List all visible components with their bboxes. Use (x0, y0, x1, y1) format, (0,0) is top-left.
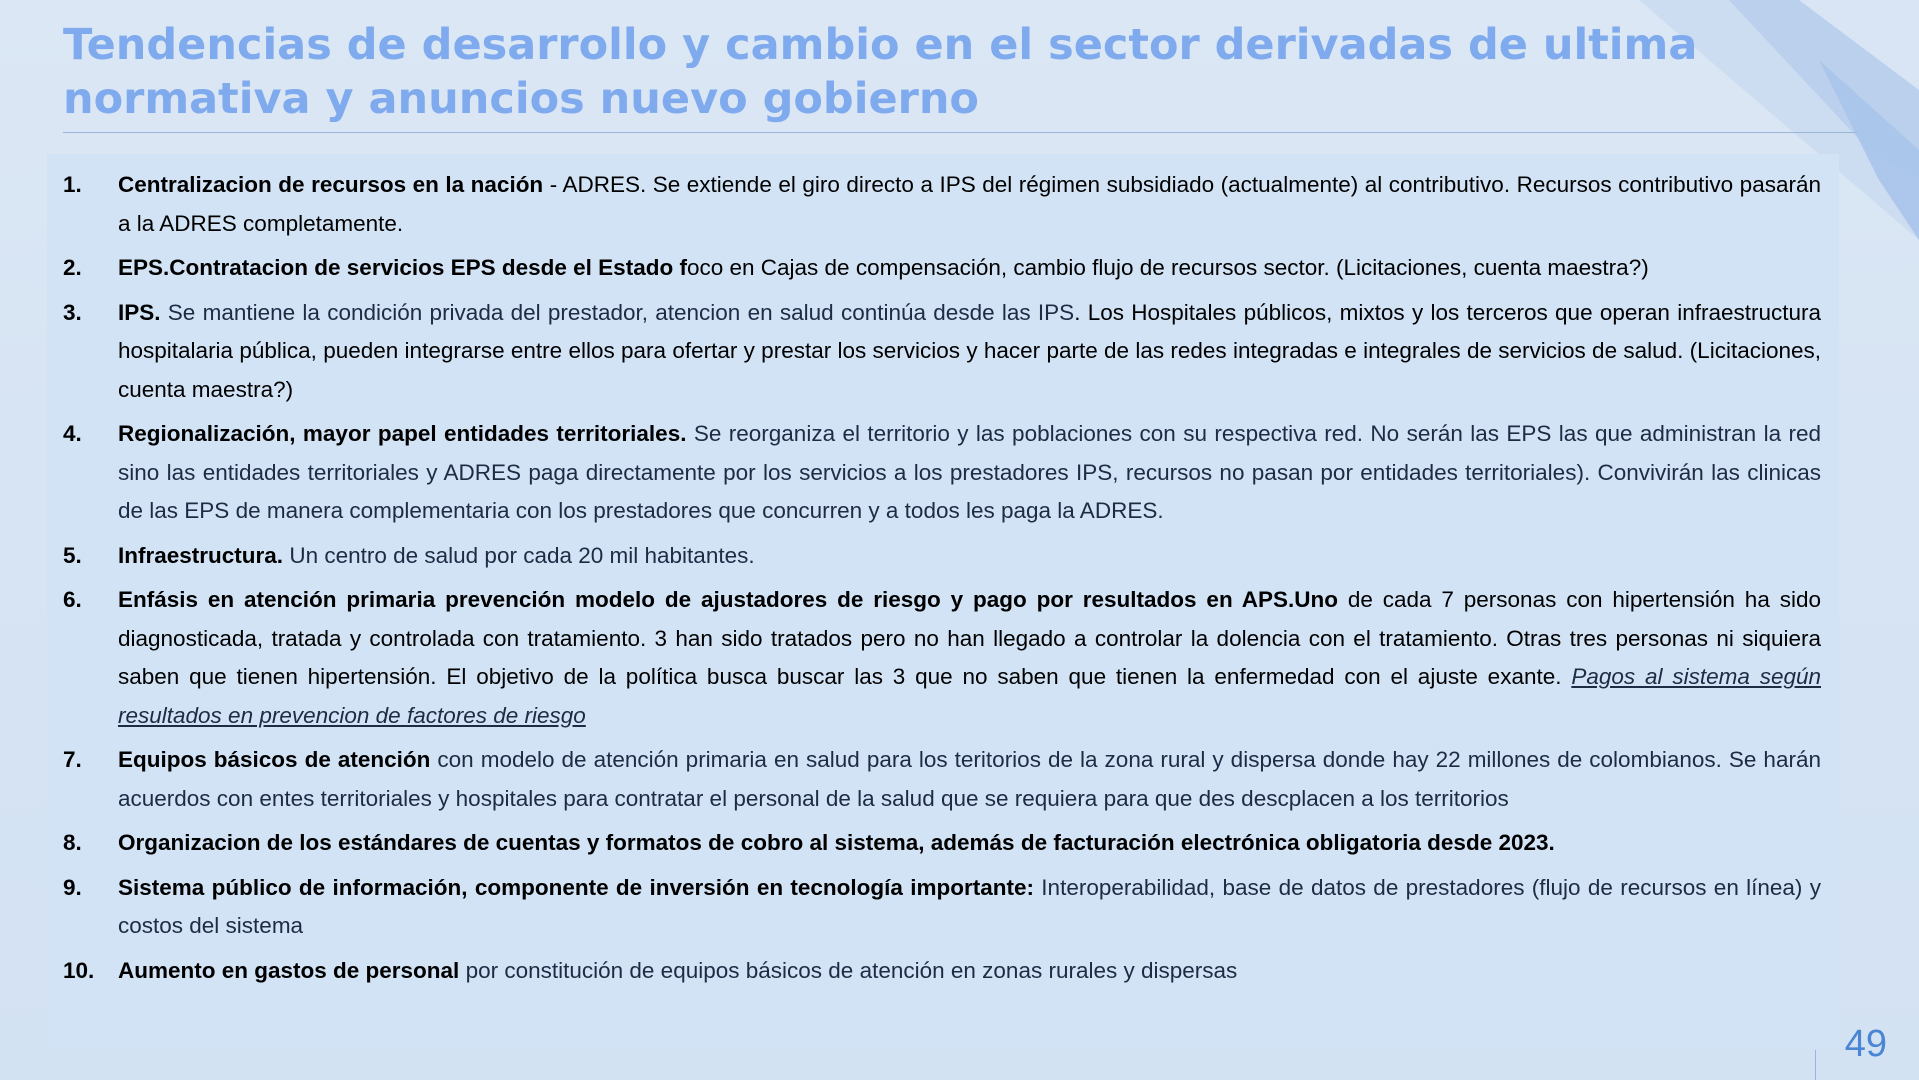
list-item (63, 249, 1821, 288)
item-heading: Equipos básicos de atención (118, 747, 431, 772)
item-number: 2. (63, 255, 82, 280)
slide-title: Tendencias de desarrollo y cambio en el sector derivadas de ultima normativa y anuncios nuevo gobierno (63, 20, 1698, 124)
item-text: por constitución de equipos básicos de atención en zonas rurales y dispersas (459, 957, 1238, 983)
list-item (63, 581, 1821, 735)
item-number: 7. (63, 747, 82, 772)
list-item (63, 741, 1821, 818)
item-number: 4. (63, 421, 82, 446)
item-number: 8. (63, 830, 82, 855)
item-text: de cada 7 personas con hipertensión ha sido diagnosticada, tratada y controlada con tratamiento. 3 han sido tratados pero no han llegado a controlar la dolencia con el tratamiento. Otras tres personas ni siquiera saben que tienen hipertensión. El objetivo de la política busca buscar las 3 que no saben que tienen la enfermedad con el ajuste exante. (118, 587, 1821, 689)
item-number: 9. (63, 874, 82, 900)
item-link[interactable]: Pagos al sistema según resultados en prevencion de factores de riesgo (118, 664, 1821, 728)
item-text: con modelo de atención primaria en salud para los teritorios de la zona rural y dispersa donde hay 22 millones de colombianos. Se harán acuerdos con entes territoriales y hospitales para contratar el personal de la salud que se requiera para que des descplacen a los territorios (118, 747, 1821, 811)
item-heading: Infraestructura. (118, 542, 284, 568)
list-item (63, 537, 1821, 576)
title-divider (63, 132, 1857, 133)
list-item (63, 166, 1821, 243)
page-number: 49 (1844, 1023, 1887, 1065)
list-item (63, 869, 1821, 946)
item-text: oco en Cajas de compensación, cambio flujo de recursos sector. (Licitaciones, cuenta maestra?) (686, 255, 1649, 280)
item-number: 1. (63, 172, 82, 197)
item-text: Se reorganiza el territorio y las poblaciones con su respectiva red. No serán las EPS las que administran la red sino las entidades territoriales y ADRES paga directamente por los servicios a los prestadores IPS, recursos no pasan por entidades territoriales). Convivirán las clinicas de las EPS de manera complementaria con los prestadores que concurren y a todos les paga la ADRES. (118, 421, 1821, 523)
list-item (63, 415, 1821, 531)
item-heading: IPS. (118, 299, 161, 325)
item-number: 6. (63, 587, 82, 612)
item-heading: Aumento en gastos de personal (118, 957, 460, 983)
item-heading: EPS.Contratacion de servicios EPS desde el Estado f (118, 255, 687, 280)
item-heading: Enfásis en atención primaria prevención modelo de ajustadores de riesgo y pago por resultados en APS.Uno (118, 587, 1338, 612)
item-heading: Organizacion de los estándares de cuentas y formatos de cobro al sistema, además de facturación electrónica obligatoria desde 2023. (118, 830, 1555, 855)
item-text: - ADRES. Se extiende el giro directo a IPS del régimen subsidiado (actualmente) al contributivo. Recursos contributivo pasarán a la ADRES completamente. (118, 172, 1821, 236)
item-heading: Centralizacion de recursos en la nación (118, 172, 544, 197)
trends-list (63, 166, 1821, 996)
item-text: Un centro de salud por cada 20 mil habitantes. (283, 542, 755, 568)
list-item (63, 824, 1821, 863)
item-text-continued: . Los Hospitales públicos, mixtos y los terceros que operan infraestructura hospitalaria pública, pueden integrarse entre ellos para ofertar y prestar los servicios y hacer parte de las redes integradas e integrales de servicios de salud. (Licitaciones, cuenta maestra?) (118, 299, 1822, 402)
item-text: Se mantiene la condición privada del prestador, atencion en salud continúa desde las IPS (160, 299, 1075, 325)
list-item (63, 294, 1821, 410)
page-number-divider (1815, 1050, 1816, 1080)
list-item (63, 952, 1821, 991)
item-text: Interoperabilidad, base de datos de prestadores (flujo de recursos en línea) y costos del sistema (118, 874, 1821, 938)
item-heading: Sistema público de información, componente de inversión en tecnología importante: (118, 874, 1034, 900)
item-heading: Regionalización, mayor papel entidades territoriales. (118, 421, 687, 446)
item-number: 10. (63, 957, 95, 983)
item-number: 5. (63, 542, 82, 568)
item-number: 3. (63, 299, 82, 325)
